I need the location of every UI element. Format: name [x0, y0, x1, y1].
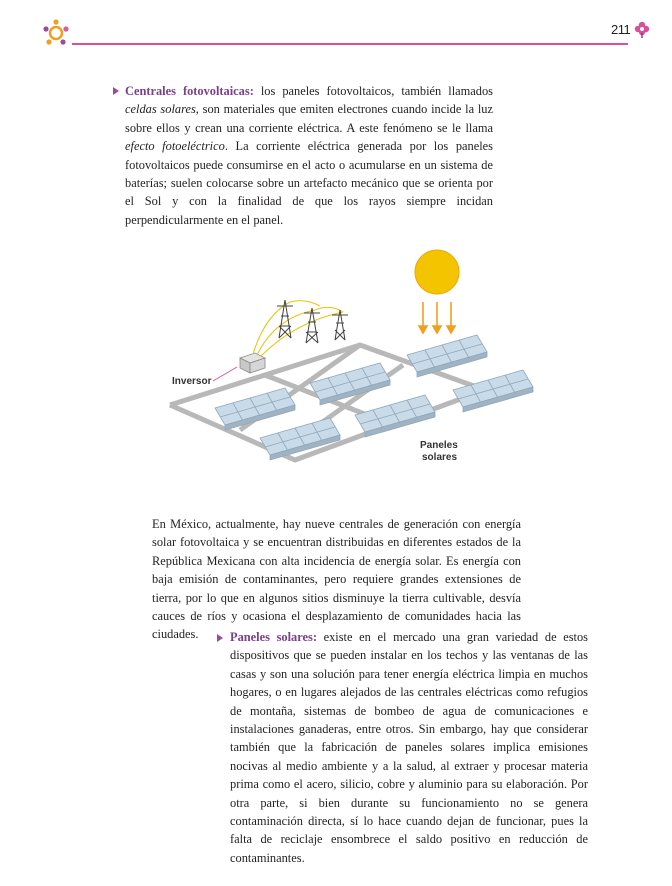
text-segment: . La corriente eléctrica generada por los paneles fotovoltaicos puede consumirse en el acto o acumularse en un sistema de baterías; suelen colocarse sobre un artefacto mecánico que se orienta por el Sol y con la finalidad de que los rayos siempre incidan perpendicularmente en el panel. [125, 139, 494, 227]
paragraph-mexico [152, 515, 521, 644]
flower-icon [634, 20, 650, 38]
italic-term: efecto fotoeléctrico [125, 139, 225, 154]
label-panels-line1: Paneles [420, 440, 458, 451]
paragraph-paneles-solares [230, 628, 588, 867]
term-centrales-fotovoltaicas: Centrales fotovoltaicas: [125, 84, 254, 98]
electricity-towers [277, 300, 348, 343]
solar-plant-illustration [155, 240, 545, 480]
italic-term: celdas solares [125, 102, 196, 117]
term-paneles-solares: Paneles solares: [230, 630, 317, 644]
bullet-icon [217, 634, 223, 642]
power-lines [253, 301, 343, 356]
paragraph-centrales-fotovoltaicas [125, 82, 493, 229]
bullet-icon [113, 87, 119, 95]
page-number: 211 [611, 22, 631, 37]
label-inverter: Inversor [172, 376, 212, 387]
text-segment: los paneles fotovoltaicos, también llamados [253, 84, 494, 98]
header-rule [72, 43, 628, 45]
text-segment: existe en el mercado una gran variedad de estos dispositivos que se pueden instalar en los techos y las ventanas de las casas y son una solución para tener energía eléctrica limpia en muchos hogares, o en lugares alejados de las centrales eléctricas como refugios de montaña, sistemas de bombeo de agua de comunicaciones e instalaciones ganaderas, entre otros. Sin embargo, hay que considerar también que la fabricación de paneles solares implica emisiones nocivas al medio ambiente y a la salud, al extraer y procesar materia prima como el acero, silicio, cobre y aluminio para su elaboración. Por otra parte, si bien durante su funcionamiento no se genera contaminación directa, sí lo hace cuando dejan de funcionar, pues la falta de reciclaje ensombrece el saldo positivo en reducción de contaminantes. [230, 630, 588, 865]
paragraph-text: En México, actualmente, hay nueve centrales de generación con energía solar fotovoltaica y se encuentran distribuidas en diferentes estados de la República Mexicana con alta incidencia de energía solar. Es energía con baja emisión de contaminantes, pero requiere grandes extensiones de tierra, por lo que en algunos sitios disminuye la tierra cultivable, desvía cauces de ríos y ocasiona el desplazamiento de comunidades hacia las ciudades. [152, 517, 521, 642]
book-logo-icon [40, 17, 72, 49]
sun-rays-icon [419, 302, 455, 333]
label-panels-line2: solares [422, 452, 458, 463]
text-segment: , son materiales que emiten electrones cuando incide la luz sobre ellos y crean una corriente eléctrica. A este fenómeno se le llama [125, 102, 493, 135]
label-pointer [213, 367, 237, 381]
sun-icon [415, 250, 459, 294]
